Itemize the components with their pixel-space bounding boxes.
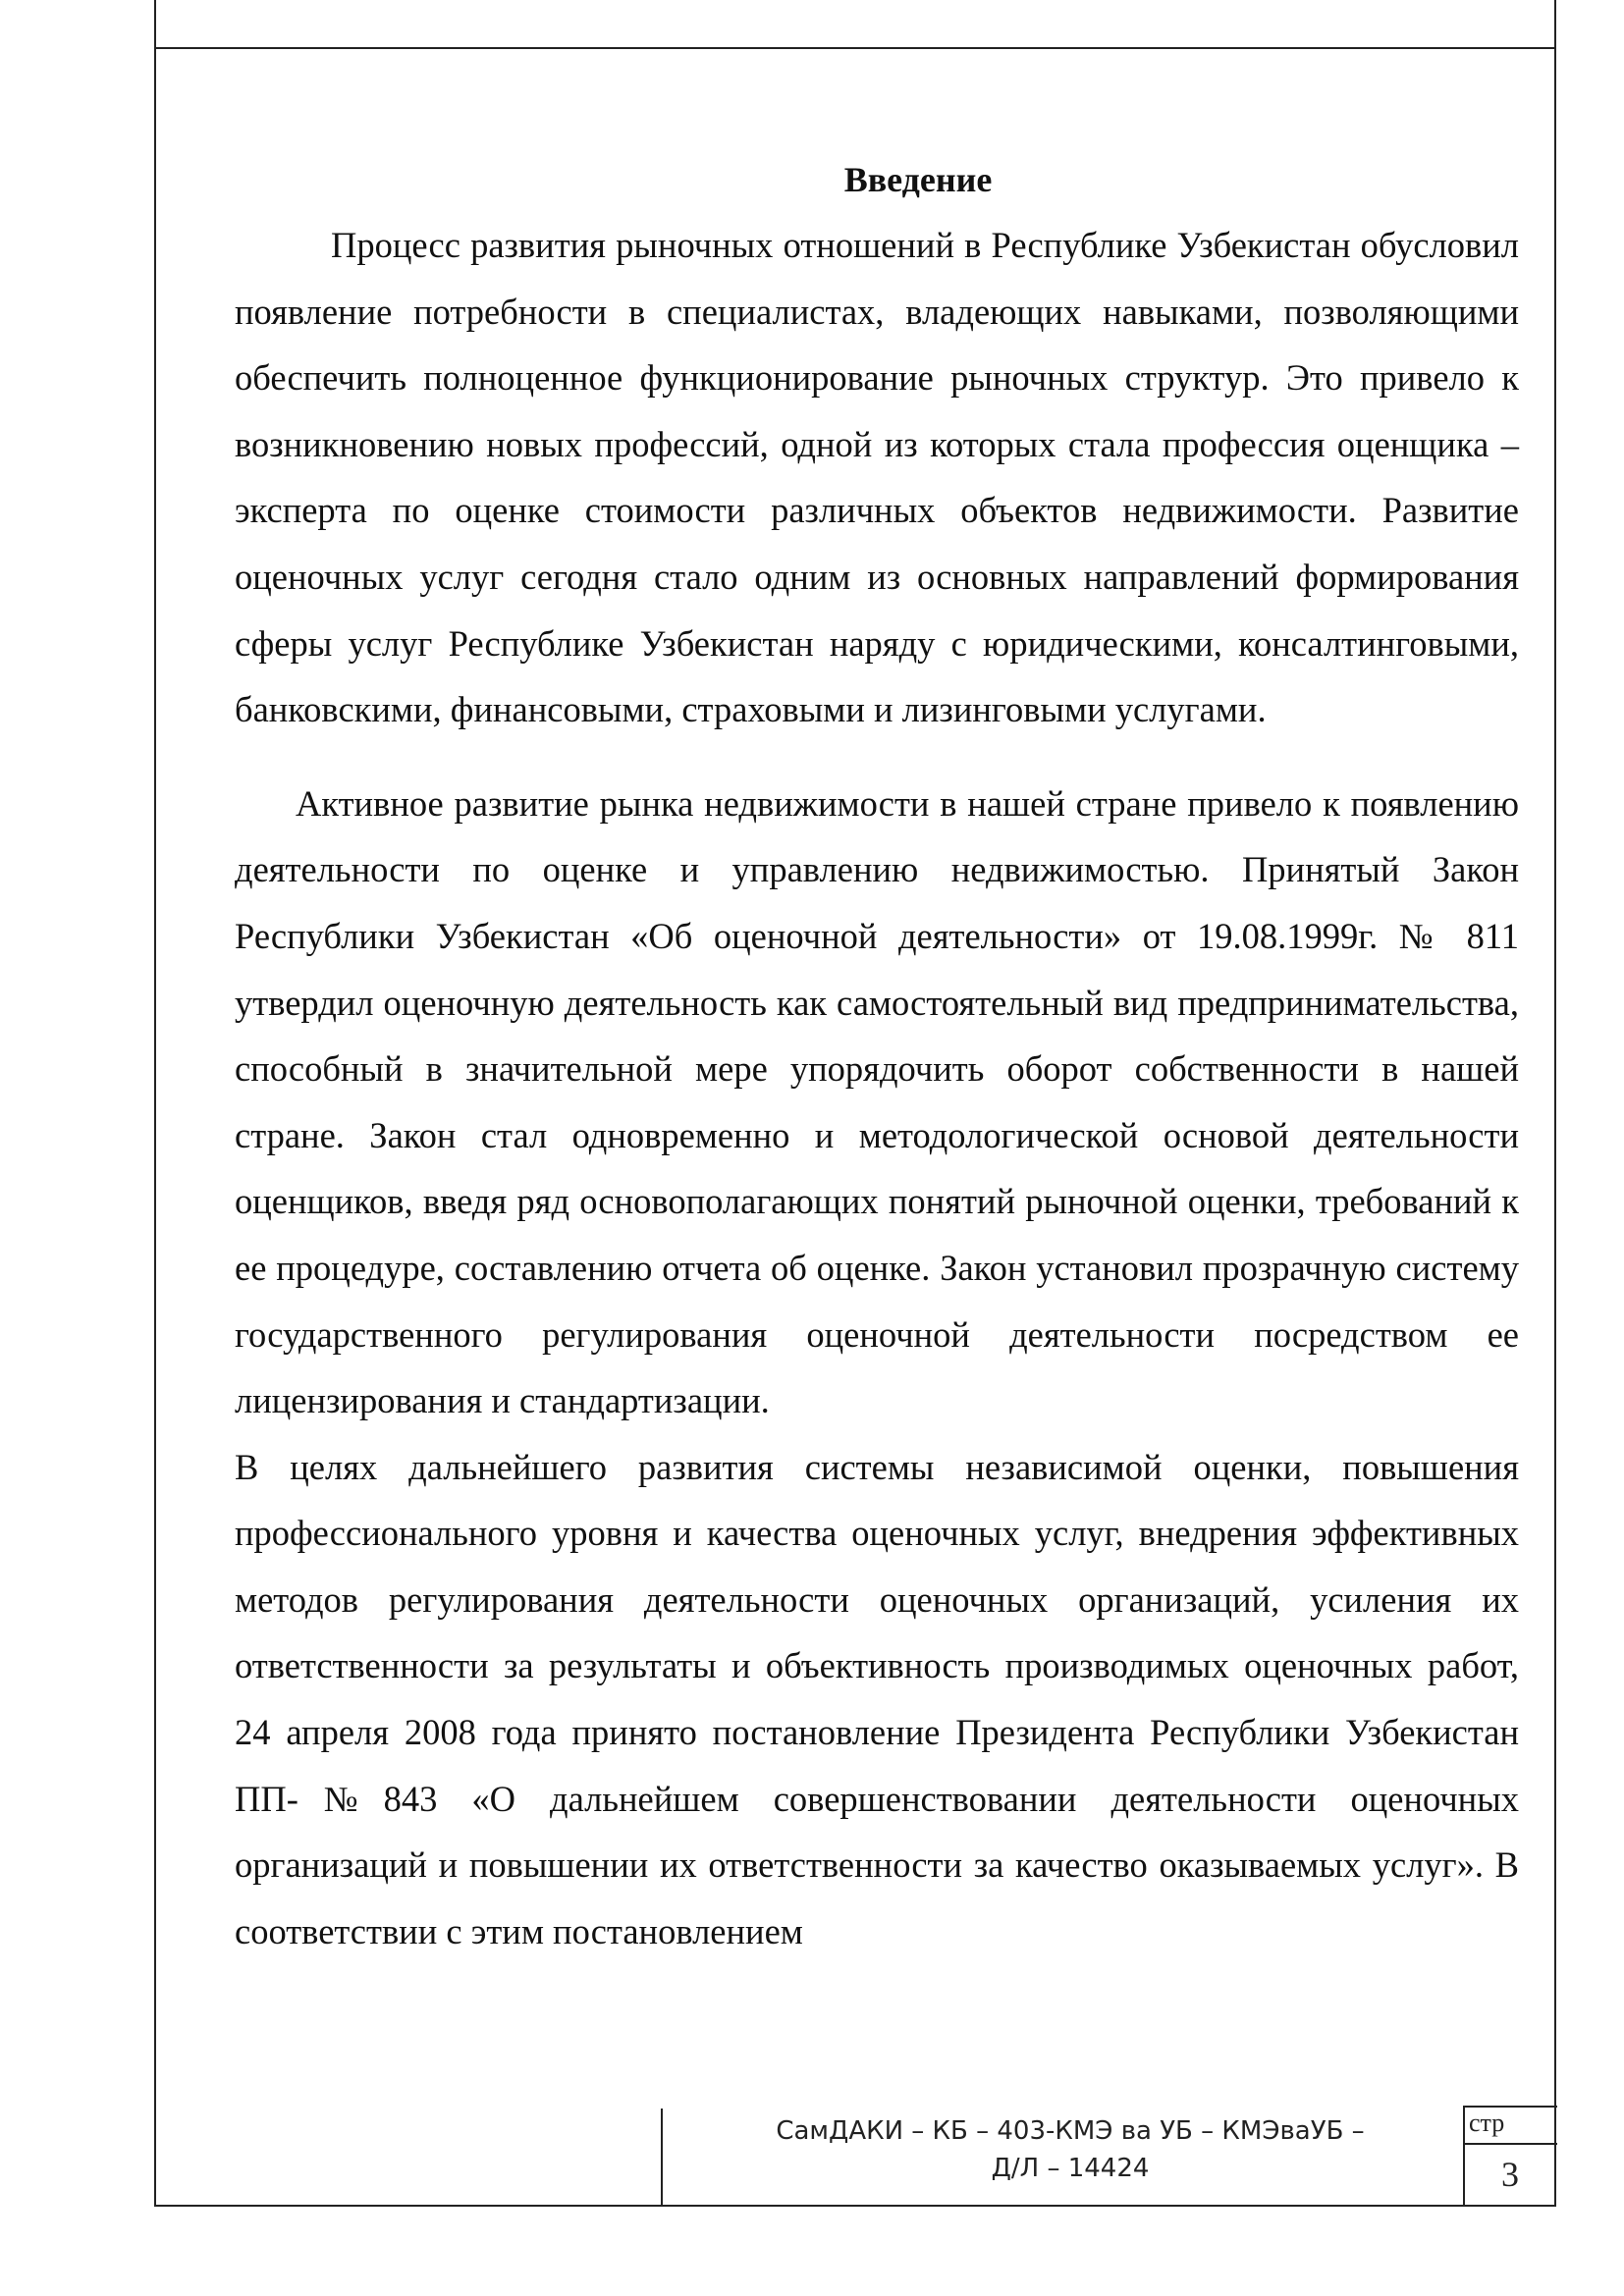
page-box-mid-line xyxy=(1463,2143,1557,2145)
document-body xyxy=(235,147,1519,1964)
paragraph-2: Активное развитие рынка недвижимости в нашей стране привело к появлению деятельности по оценке и управлению недвижимостью. Принятый Закон Республики Узбекистан «Об оценочной деятельности» от 19.08.1999г. № 811 утвердил оценочную деятельность как самостоятельный вид предпринимательства, способный в значительной мере упорядочить оборот собственности в нашей стране. Закон стал одновременно и методологической основой деятельности оценщиков, введя ряд основополагающих понятий рыночной оценки, требований к ее процедуре, составлению отчета об оценке. Закон установил прозрачную систему государственного регулирования оценочной деятельности посредством ее лицензирования и стандартизации. xyxy=(235,782,1519,1421)
page-label: стр xyxy=(1469,2109,1505,2137)
frame-left-line xyxy=(154,47,156,2207)
frame-top-left-line xyxy=(154,0,156,49)
stamp-divider-line xyxy=(661,2109,663,2207)
frame-bottom-line xyxy=(154,2205,1556,2207)
document-title: Введение xyxy=(843,160,993,199)
paragraph-gap xyxy=(235,743,1519,771)
page-number: 3 xyxy=(1501,2155,1519,2194)
paragraph-1: Процесс развития рыночных отношений в Республике Узбекистан обусловил появление потребности в специалистах, владеющих навыками, позволяющими обеспечить полноценное функционирование рыночных структур. Это привело к возникновению новых профессий, одной из которых стала профессия оценщика – эксперта по оценке стоимости различных объектов недвижимости. Развитие оценочных услуг сегодня стало одним из основных направлений формирования сферы услуг Республике Узбекистан наряду с юридическими, консалтинговыми, банковскими, финансовыми, страховыми и лизинговыми услугами. xyxy=(235,225,1519,730)
stamp-code-line-1: СамДАКИ – КБ – 403-КМЭ ва УБ – КМЭваУБ – xyxy=(776,2116,1365,2146)
stamp-document-code xyxy=(687,2112,1453,2187)
frame-right-line xyxy=(1554,47,1556,2207)
frame-top-line xyxy=(154,47,1556,49)
stamp-code-line-2: Д/Л – 14424 xyxy=(991,2154,1150,2183)
frame-top-right-line xyxy=(1554,0,1556,49)
page-number-box xyxy=(1463,2106,1557,2206)
paragraph-3: В целях дальнейшего развития системы независимой оценки, повышения профессионального уровня и качества оценочных услуг, внедрения эффективных методов регулирования деятельности оценочных организаций, усиления их ответственности за результаты и объективность производимых оценочных работ, 24 апреля 2008 года принято постановление Президента Республики Узбекистан ПП-№843 «О дальнейшем совершенствовании деятельности оценочных организаций и повышении их ответственности за качество оказываемых услуг». В соответствии с этим постановлением xyxy=(235,1446,1519,1951)
